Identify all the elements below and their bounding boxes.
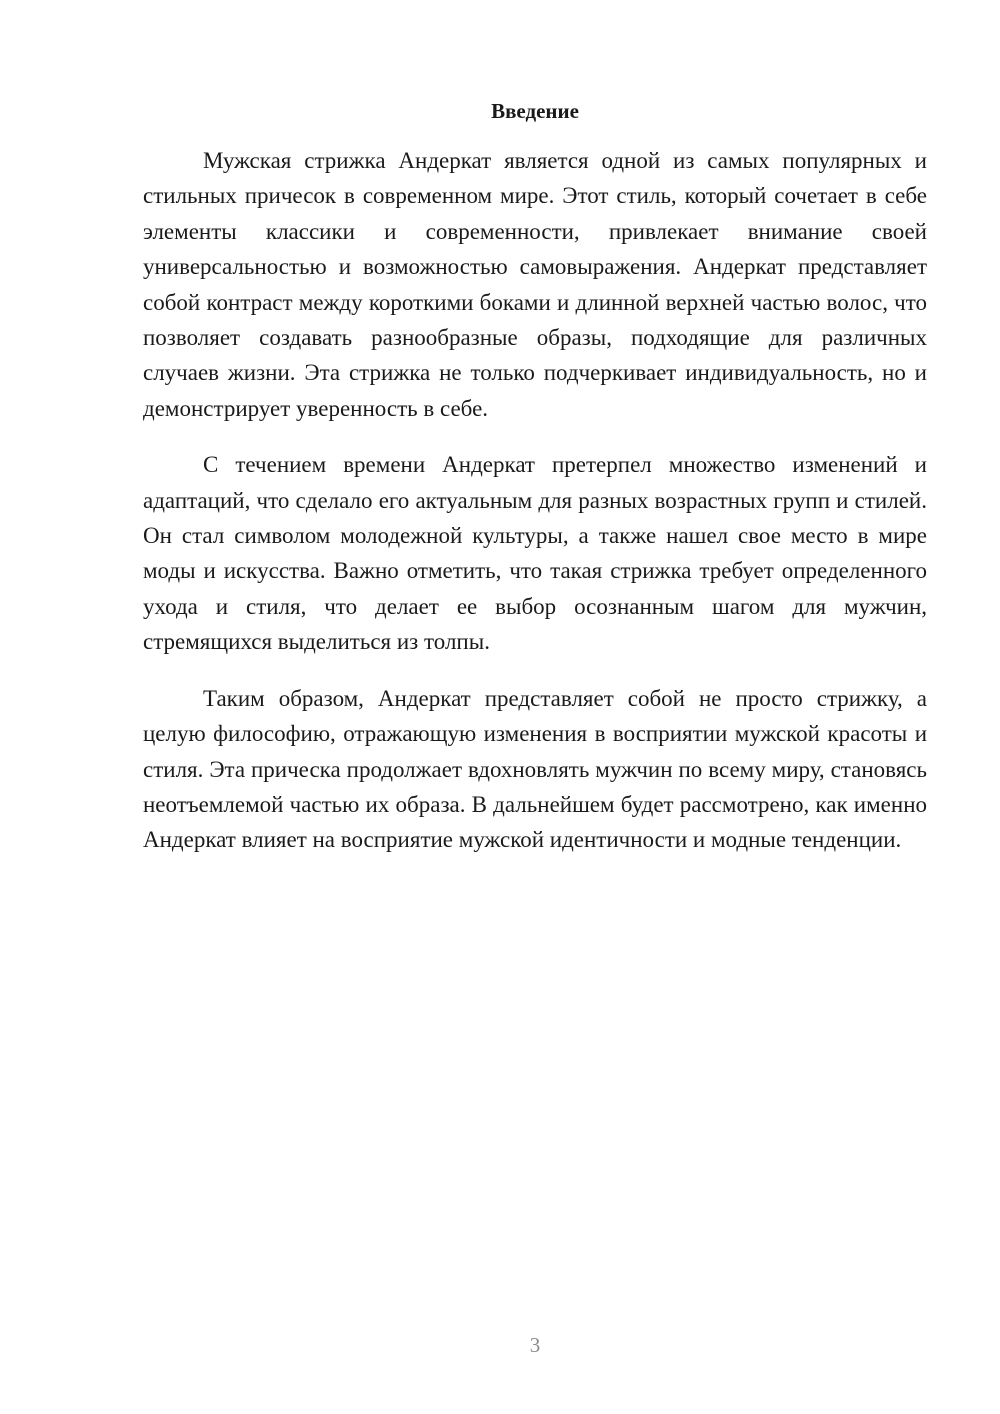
section-heading: Введение	[491, 99, 579, 123]
page-number: 3	[529, 1333, 541, 1357]
paragraph: Таким образом, Андеркат представляет собой не просто стрижку, а целую философию, отражающую изменения в восприятии мужской красоты и стиля. Эта прическа продолжает вдохновлять мужчин по всему миру, становясь неотъемлемой частью их образа. В дальнейшем будет рассмотрено, как именно Андеркат влияет на восприятие мужской идентичности и модные тенденции.	[143, 685, 927, 853]
paragraph: Мужская стрижка Андеркат является одной из самых популярных и стильных причесок в современном мире. Этот стиль, который сочетает в себе элементы классики и современности, привлекает внимание своей универсальностью и возможностью самовыражения. Андеркат представляет собой контраст между короткими боками и длинной верхней частью волос, что позволяет создавать разнообразные образы, подходящие для различных случаев жизни. Эта стрижка не только подчеркивает индивидуальность, но и демонстрирует уверенность в себе.	[143, 148, 927, 421]
body-text	[143, 143, 927, 879]
paragraph: С течением времени Андеркат претерпел множество изменений и адаптаций, что сделало его актуальным для разных возрастных групп и стилей. Он стал символом молодежной культуры, а также нашел свое место в мире моды и искусства. Важно отметить, что такая стрижка требует определенного ухода и стиля, что делает ее выбор осознанным шагом для мужчин, стремящихся выделиться из толпы.	[143, 452, 927, 655]
